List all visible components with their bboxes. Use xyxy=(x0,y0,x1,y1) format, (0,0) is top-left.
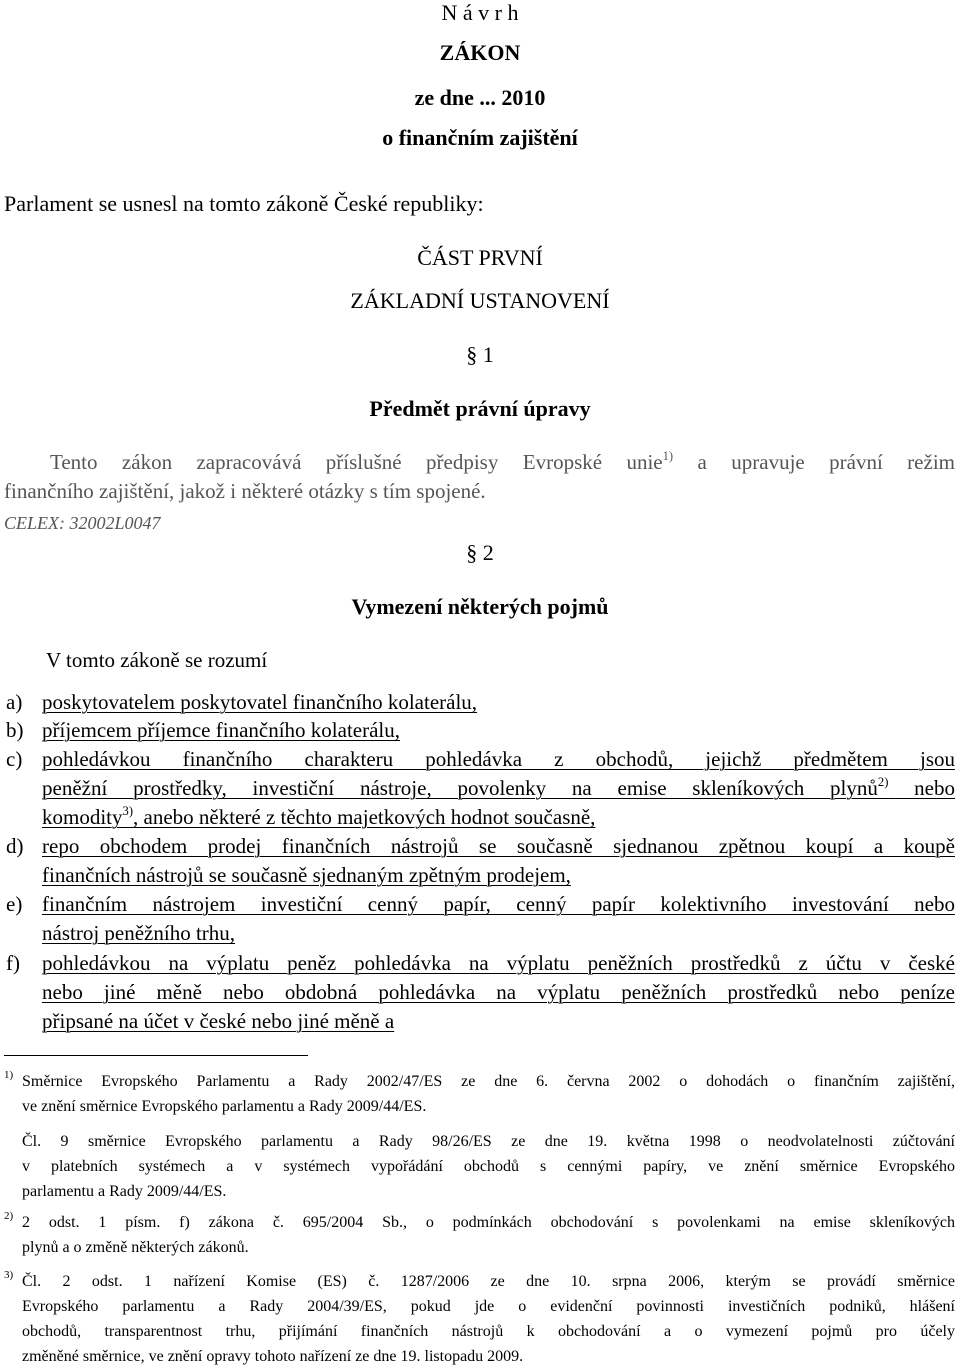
item-letter: c) xyxy=(6,747,23,771)
draft-label: N á v r h xyxy=(441,0,519,25)
item-letter: f) xyxy=(6,951,20,975)
item-text: připsané na účet v české nebo jiné měně a xyxy=(42,1009,395,1033)
celex-reference: CELEX: 32002L0047 xyxy=(4,513,161,533)
section2-symbol: § 2 xyxy=(466,540,494,565)
item-text: poskytovatelem poskytovatel finančního kolaterálu, xyxy=(42,690,478,714)
item-text: finančních nástrojů se současně sjednaným zpětným prodejem, xyxy=(42,863,571,887)
footnote-1-line: Směrnice Evropského Parlamentu a Rady 2002/47/ES ze dne 6. června 2002 o dohodách o finančním zajištění, xyxy=(22,1073,955,1090)
item-text: pohledávkou na výplatu peněz pohledávka na výplatu peněžních prostředků z účtu v české xyxy=(42,951,955,975)
item-text: nebo jiné měně nebo obdobná pohledávka na výplatu peněžních prostředků nebo peníze xyxy=(42,980,955,1004)
item-text: pohledávkou finančního charakteru pohledávka z obchodů, jejichž předmětem jsou xyxy=(42,747,955,771)
item-text: peněžní prostředky, investiční nástroje, povolenky na emise skleníkových plynů$^{2)}$ nebo xyxy=(42,775,955,800)
footnote-1-para2-line: v platebních systémech a v systémech vypořádání obchodů s cennými papíry, ve znění směrnice Evropského xyxy=(22,1158,955,1175)
footnote-mark: 1) xyxy=(4,1069,14,1081)
footnote-2-line: plynů a o změně některých zákonů. xyxy=(22,1239,249,1256)
preamble: Parlament se usnesl na tomto zákoně České republiky: xyxy=(4,191,484,216)
footnote-1-para2-line: parlamentu a Rady 2009/44/ES. xyxy=(22,1183,227,1200)
footnote-separator xyxy=(4,1055,308,1056)
item-letter: d) xyxy=(6,834,24,858)
item-text: repo obchodem prodej finančních nástrojů se současně sjednanou zpětnou koupí a koupě xyxy=(42,834,955,858)
item-text: komodity$^{3)}$, anebo některé z těchto majetkových hodnot současně, xyxy=(42,804,596,829)
section1-symbol: § 1 xyxy=(466,342,494,367)
law-heading: ZÁKON xyxy=(439,40,521,65)
item-text: příjemcem příjemce finančního kolaterálu, xyxy=(42,718,401,742)
section2-intro: V tomto zákoně se rozumí xyxy=(46,648,268,672)
part-title: ZÁKLADNÍ USTANOVENÍ xyxy=(350,288,610,313)
item-letter: b) xyxy=(6,718,24,742)
footnote-3-line: Čl. 2 odst. 1 nařízení Komise (ES) č. 1287/2006 ze dne 10. srpna 2006, kterým se provádí směrnice xyxy=(22,1273,955,1290)
footnote-3-line: změněné směrnice, ve znění opravy tohoto nařízení ze dne 19. listopadu 2009. xyxy=(22,1348,524,1365)
item-letter: a) xyxy=(6,690,23,714)
item-text: nástroj peněžního trhu, xyxy=(42,921,236,945)
section1-heading: Předmět právní úpravy xyxy=(369,396,591,421)
footnote-3-line: obchodů, transparentnost trhu, přijímání finančních nástrojů k obchodování a o vymezení pojmů pro účely xyxy=(22,1323,955,1340)
footnote-mark: 2) xyxy=(4,1210,14,1222)
section1-paragraph-line2: finančního zajištění, jakož i některé otázky s tím spojené. xyxy=(4,479,486,503)
law-title: o finančním zajištění xyxy=(382,125,578,150)
footnote-1-para2-line: Čl. 9 směrnice Evropského parlamentu a Rady 98/26/ES ze dne 19. května 1998 o neodvolatelnosti zúčtování xyxy=(22,1133,955,1150)
law-date: ze dne ... 2010 xyxy=(414,85,546,110)
footnote-3-line: Evropského parlamentu a Rady 2004/39/ES, pokud jde o evidenční povinnosti investičních podniků, hlášení xyxy=(22,1298,955,1315)
part-number: ČÁST PRVNÍ xyxy=(417,245,543,270)
footnote-2-line: 2 odst. 1 písm. f) zákona č. 695/2004 Sb., o podmínkách obchodování s povolenkami na emise skleníkových xyxy=(22,1214,955,1231)
item-letter: e) xyxy=(6,892,23,916)
item-text: finančním nástrojem investiční cenný papír, cenný papír kolektivního investování nebo xyxy=(42,892,955,916)
footnote-mark: 3) xyxy=(4,1269,14,1281)
footnote-1-line: ve znění směrnice Evropského parlamentu a Rady 2009/44/ES. xyxy=(22,1098,427,1115)
section1-paragraph-line1: Tento zákon zapracovává příslušné předpisy Evropské unie$^{1)}$ a upravuje právní režim xyxy=(50,449,955,474)
section2-heading: Vymezení některých pojmů xyxy=(351,594,609,619)
